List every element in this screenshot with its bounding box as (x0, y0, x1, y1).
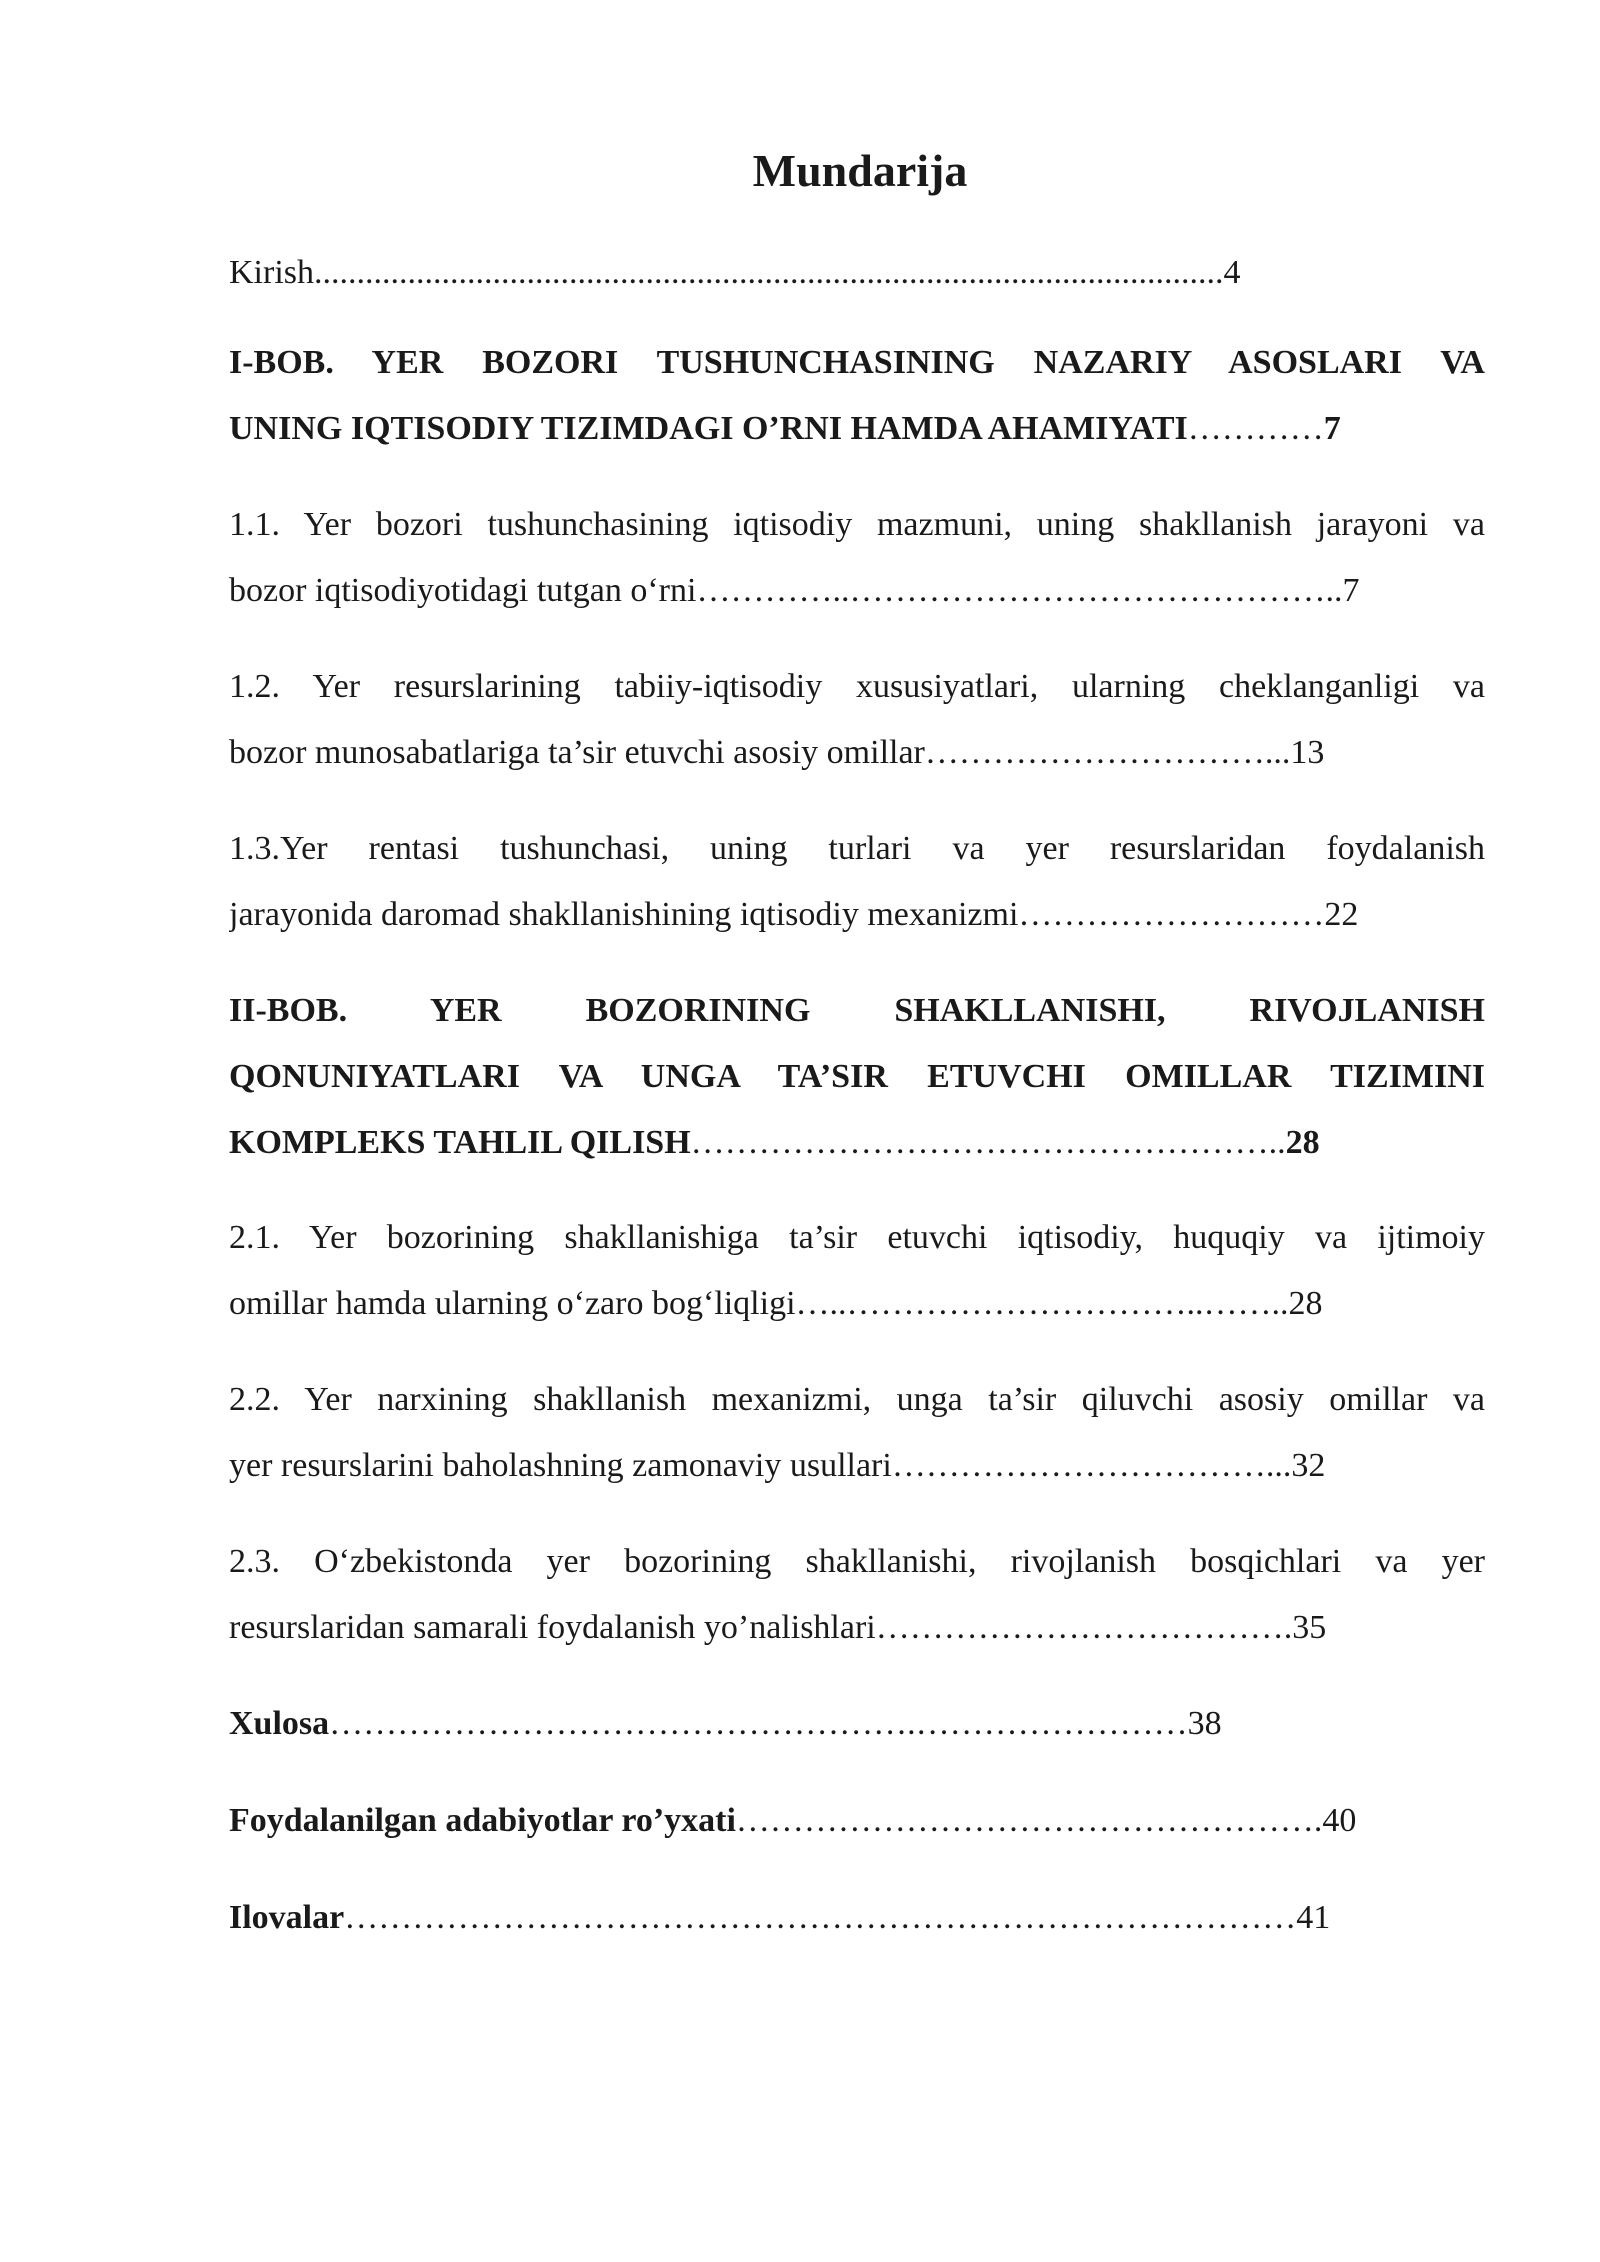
toc-entry-label: bozor munosabatlariga ta’sir etuvchi asosiy omillar (229, 734, 925, 771)
toc-entry-line (229, 240, 1485, 306)
toc-entry-label: yer resurslarini baholashning zamonaviy usullari (229, 1447, 892, 1484)
toc-entry-chapter-1 (229, 330, 1485, 462)
toc-entry-label: KOMPLEKS TAHLIL QILISH (229, 1124, 691, 1161)
toc-entry-line: 1.1. Yer bozori tushunchasining iqtisodiy mazmuni, uning shakllanish jarayoni va (229, 506, 1485, 543)
toc-entry-line (229, 1691, 1485, 1757)
toc-entry-line: 1.3.Yer rentasi tushunchasi, uning turlari va yer resurslaridan foydalanish (229, 830, 1485, 867)
toc-entry-line: II-BOB. YER BOZORINING SHAKLLANISHI, RIVOJLANISH (229, 992, 1485, 1029)
toc-leader-dots: …………………………………………….. (690, 1124, 1286, 1161)
toc-leader-dots: ………………………………………………………………………… (344, 1899, 1297, 1936)
toc-page-number: 38 (1187, 1705, 1222, 1742)
toc-leader-dots: …………………………... (924, 734, 1291, 771)
toc-entry-label: Xulosa (229, 1705, 330, 1742)
toc-entry-label: Ilovalar (229, 1899, 345, 1936)
toc-leader-dots: ........................................................................................................... (314, 254, 1224, 291)
toc-entry-section-2-2 (229, 1367, 1485, 1499)
toc-entry-line: QONUNIYATLARI VA UNGA TA’SIR ETUVCHI OMILLAR TIZIMINI (229, 1058, 1485, 1095)
toc-entry-label: bozor iqtisodiyotidagi tutgan o‘rni (229, 572, 697, 609)
toc-page-number: 40 (1322, 1802, 1357, 1839)
toc-entry-line (229, 1788, 1485, 1854)
toc-page-number: 28 (1288, 1285, 1323, 1322)
toc-entry-chapter-2 (229, 978, 1485, 1176)
toc-page-number: 28 (1285, 1124, 1320, 1161)
toc-leader-dots: ………………………………. (875, 1609, 1293, 1646)
toc-leader-dots: …………………………………………….…………………… (329, 1705, 1188, 1742)
toc-leader-dots: ……………………………... (891, 1447, 1292, 1484)
toc-entry-section-2-3 (229, 1529, 1485, 1661)
toc-entry-line: 2.3. O‘zbekistonda yer bozorining shakllanishi, rivojlanish bosqichlari va yer (229, 1543, 1485, 1580)
toc-page-number: 4 (1223, 254, 1241, 291)
toc-entry-kirish (229, 240, 1485, 306)
toc-entry-line (229, 396, 1485, 462)
toc-entry-label: jarayonida daromad shakllanishining iqtisodiy mexanizmi (229, 896, 1019, 933)
toc-entry-line (229, 1885, 1485, 1951)
toc-leader-dots: …………..…………………………………….. (696, 572, 1343, 609)
toc-leader-dots: ……………………… (1018, 896, 1325, 933)
toc-entry-label: resurslaridan samarali foydalanish yo’nalishlari (229, 1609, 876, 1646)
toc-entry-label: omillar hamda ularning o‘zaro bog‘liqligi (229, 1285, 796, 1322)
toc-entry-appendices (229, 1885, 1485, 1951)
page-title: Mundarija (752, 145, 968, 196)
toc-page-number: 32 (1291, 1447, 1326, 1484)
toc-entry-line: 2.1. Yer bozorining shakllanishiga ta’sir etuvchi iqtisodiy, huquqiy va ijtimoiy (229, 1219, 1485, 1256)
toc-entry-line (229, 1271, 1485, 1337)
toc-entry-xulosa (229, 1691, 1485, 1757)
toc-entry-line: I-BOB. YER BOZORI TUSHUNCHASINING NAZARIY ASOSLARI VA (229, 344, 1485, 381)
toc-entry-line (229, 1595, 1485, 1661)
toc-page-number: 22 (1324, 896, 1359, 933)
toc-entry-line: 1.2. Yer resurslarining tabiiy-iqtisodiy xususiyatlari, ularning cheklanganligi va (229, 668, 1485, 705)
toc-entry-section-1-3 (229, 816, 1485, 948)
toc-leader-dots: ……………………………………………. (735, 1802, 1323, 1839)
toc-entry-label: Kirish (229, 254, 314, 291)
toc-entry-line: 2.2. Yer narxining shakllanish mexanizmi, unga ta’sir qiluvchi asosiy omillar va (229, 1381, 1485, 1418)
toc-entry-label: UNING IQTISODIY TIZIMDAGI O’RNI HAMDA AHAMIYATI (229, 410, 1188, 447)
toc-leader-dots: …..…………………………..…….. (795, 1285, 1289, 1322)
toc-entry-label: Foydalanilgan adabiyotlar ro’yxati (229, 1802, 736, 1839)
toc-entry-line (229, 1110, 1485, 1176)
toc-page-number: 7 (1323, 410, 1341, 447)
toc-entry-references (229, 1788, 1485, 1854)
toc-page-number: 35 (1292, 1609, 1327, 1646)
toc-entry-line (229, 1433, 1485, 1499)
toc-page-number: 7 (1342, 572, 1360, 609)
toc-entry-line (229, 720, 1485, 786)
toc-entry-line (229, 882, 1485, 948)
toc-entry-section-1-2 (229, 654, 1485, 786)
toc-entry-section-2-1 (229, 1205, 1485, 1337)
toc-entry-section-1-1 (229, 492, 1485, 624)
toc-page-number: 41 (1296, 1899, 1331, 1936)
toc-entry-line (229, 558, 1485, 624)
toc-leader-dots: ………… (1187, 410, 1324, 447)
toc-page-number: 13 (1290, 734, 1325, 771)
